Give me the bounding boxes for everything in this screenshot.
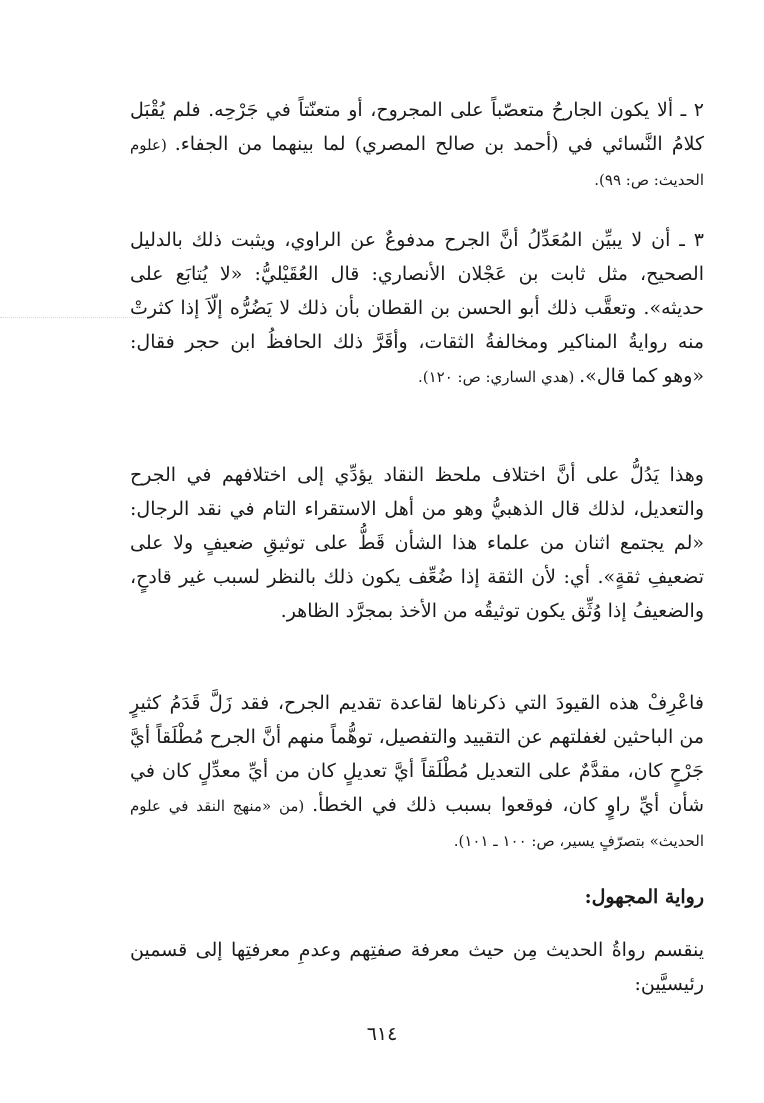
paragraph-4-text: فاعْرِفْ هذه القيودَ التي ذكرناها لقاعدة تقديم الجرح، فقد زَلَّ قَدَمُ كثيرٍ من الباحثين لغفلتهم عن التقييد والتفصيل، توهُّماً منهم أنَّ الجرح مُطْلَقاً أيَّ جَرْحٍ كان، مقدَّمٌ على التعديل مُطْلَقاً أيَّ تعديلٍ كان من أيِّ معدِّلٍ كان في شأن أيِّ راوٍ كان، فوقعوا بسبب ذلك في الخطأ. (130, 692, 704, 816)
paragraph-4-reference: (من «منهج النقد في علوم الحديث» بتصرّفٍ يسير، ص: ١٠٠ ـ ١٠١). (130, 797, 704, 850)
paragraph-2 (130, 223, 704, 394)
paragraph-1-text: ٢ ـ ألا يكون الجارحُ متعصّباً على المجروح، أو متعنّتاً في جَرْحِه. فلم يُقْبَل كلامُ النَّسائي في (أحمد بن صالح المصري) لما بينهما من الجفاء. (130, 99, 704, 155)
faint-dotted-rule (0, 317, 150, 318)
paragraph-5: ينقسم رواةُ الحديث مِن حيث معرفة صفتِهم وعدمِ معرفتِها إلى قسمين رئيسيَّين: (130, 939, 704, 995)
section-heading: رواية المجهول: (584, 886, 704, 908)
paragraph-1-reference: (علوم الحديث: ص: ٩٩). (130, 136, 704, 189)
paragraph-1 (130, 93, 704, 197)
paragraph-2-text: ٣ ـ أن لا يبيِّن المُعَدِّلُ أنَّ الجرح مدفوعٌ عن الراوي، ويثبت ذلك بالدليل الصحيح، مثل ثابت بن عَجْلان الأنصاري: قال العُقَيْليُّ: «لا يُتابَع على حديثه». وتعقَّب ذلك أبو الحسن بن القطان بأن ذلك لا يَضُرُّه إلّاَ إذا كثرتْ منه روايةُ المناكير ومخالفةُ الثقات، وأقَرَّ ذلك الحافظُ ابن حجر فقال: «وهو كما قال». (130, 229, 704, 387)
paragraph-3-text: وهذا يَدُلُّ على أنَّ اختلاف ملحظ النقاد يؤدِّي إلى اختلافهم في الجرح والتعديل، لذلك قال الذهبيُّ وهو من أهل الاستقراء التام في نقد الرجال: «لم يجتمع اثنان من علماء هذا الشأن قَطُّ على توثيقِ ضعيفٍ ولا على تضعيفِ ثقةٍ». أي: لأن الثقة إذا ضُعِّف يكون ذلك بالنظر لسبب غير قادحٍ، والضعيفُ إذا وُثِّق يكون توثيقُه من الأخذ بمجرَّد الظاهر. (130, 464, 704, 622)
page-number: ٦١٤ (366, 1023, 398, 1045)
paragraph-2-reference: (هدي الساري: ص: ١٢٠). (417, 368, 580, 386)
paragraph-3 (130, 458, 704, 628)
paragraph-4 (130, 686, 704, 858)
